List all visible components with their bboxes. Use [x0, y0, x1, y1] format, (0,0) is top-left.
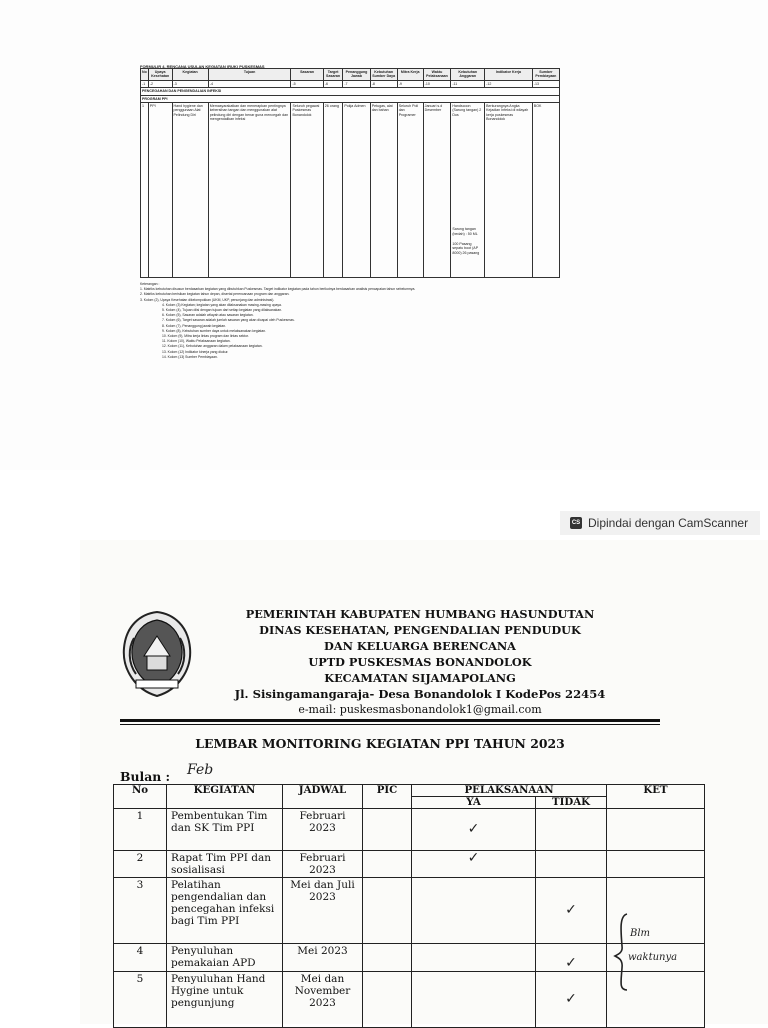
- cell-tidak: [536, 944, 607, 972]
- ruk-table: [140, 68, 560, 278]
- ruk-col-number: -12: [485, 80, 533, 87]
- ruk-header: Penanggung Jawab: [343, 69, 370, 81]
- ruk-col-number: -13: [532, 80, 559, 87]
- cell-kegiatan: Penyuluhan Hand Hygine untuk pengunjung: [167, 972, 283, 1028]
- cell-tidak: [536, 972, 607, 1028]
- cell-kegiatan: Rapat Tim PPI dan sosialisasi: [167, 851, 283, 878]
- ruk-note: 9. Kolom (8), Kebutuhan sumber daya untuk melaksanakan kegiatan.: [162, 328, 267, 333]
- ruk-note: 6. Kolom (5), Sasaran adalah wilayah atau sasaran kegiatan.: [162, 313, 254, 318]
- checkmark-icon: ✓: [565, 991, 577, 1007]
- ruk-header: Kebutuhan Sumber Daya: [370, 69, 397, 81]
- letterhead-email: e-mail: puskesmasbonandolok1@gmail.com: [298, 703, 542, 716]
- ruk-cell: 1: [141, 103, 149, 278]
- cell-pic: [363, 972, 412, 1028]
- letterhead-rule-thick: [120, 719, 660, 722]
- cell-ket: [607, 809, 705, 851]
- ruk-note: 14. Kolom (13) Sumber Pembiayaan.: [162, 354, 218, 359]
- letterhead-line: PEMERINTAH KABUPATEN HUMBANG HASUNDUTAN: [245, 607, 595, 621]
- letterhead-line: DINAS KESEHATAN, PENGENDALIAN PENDUDUK: [259, 623, 581, 637]
- scan-page-1: [0, 0, 768, 470]
- ruk-header: Kegiatan: [172, 69, 208, 81]
- ruk-header: Sasaran: [291, 69, 323, 81]
- ruk-header: Waktu Pelaksanaan: [423, 69, 451, 81]
- ruk-col-number: -6: [323, 80, 343, 87]
- cell-ya: [412, 944, 536, 972]
- ruk-anggaran-2: Sarung tangan (bedah) : 50 ML: [452, 227, 478, 236]
- cell-pic: [363, 809, 412, 851]
- ruk-data-row: [141, 103, 560, 278]
- ruk-section-row: [141, 95, 560, 102]
- cell-no: 2: [114, 851, 167, 878]
- form-title: FORMULIR 4. RENCANA USULAN KEGIATAN (RUK) PUSKESMAS: [140, 64, 265, 69]
- cell-tidak: [536, 851, 607, 878]
- cell-kegiatan: Pembentukan Tim dan SK Tim PPI: [167, 809, 283, 851]
- ruk-note: 8. Kolom (7), Penanggung jawab kegiatan.: [162, 323, 227, 328]
- ruk-header: Target Sasaran: [323, 69, 343, 81]
- cell-no: 5: [114, 972, 167, 1028]
- checkmark-icon: ✓: [467, 850, 480, 866]
- header-kegiatan: KEGIATAN: [167, 785, 283, 809]
- ruk-note: 7. Kolom (6), Target sasaran adalah jumlah sasaran yang akan dicapai oleh Puskesmas.: [162, 318, 295, 323]
- cell-tidak: [536, 809, 607, 851]
- ruk-cell: Januari s.d Desember: [423, 103, 451, 278]
- ruk-col-number: -7: [343, 80, 370, 87]
- cell-ya: [412, 851, 536, 878]
- camscanner-text: Dipindai dengan CamScanner: [588, 516, 749, 530]
- ruk-cell: Seluruh Poli dan Programer: [397, 103, 423, 278]
- ruk-cell: Pokja Admen: [343, 103, 370, 278]
- cell-ket: [607, 851, 705, 878]
- ruk-col-number: -9: [397, 80, 423, 87]
- cell-no: 3: [114, 878, 167, 944]
- header-pic: PIC: [363, 785, 412, 809]
- ruk-note: 11. Kolom (10), Waktu Pelaksanaan kegiatan.: [162, 339, 231, 344]
- letterhead-address: Jl. Sisingamangaraja- Desa Bonandolok I KodePos 22454: [234, 687, 606, 701]
- month-value: Feb: [187, 762, 214, 778]
- ruk-header: No: [141, 69, 149, 81]
- checkmark-icon: ✓: [467, 821, 480, 837]
- cell-ya: [412, 809, 536, 851]
- ruk-header: Tujuan: [208, 69, 291, 81]
- ruk-col-number: -3: [172, 80, 208, 87]
- handwritten-note: waktunya: [628, 952, 678, 963]
- ruk-header: Sumber Pembiayaan: [532, 69, 559, 81]
- cell-ya: [412, 878, 536, 944]
- ruk-col-number: -5: [291, 80, 323, 87]
- ruk-notes: [140, 282, 700, 360]
- ruk-col-number: -11: [451, 80, 485, 87]
- table-row: [114, 809, 705, 851]
- camscanner-logo-icon: CS: [570, 517, 582, 529]
- ruk-cell: Petugas, alat dan bahan: [370, 103, 397, 278]
- letterhead: [200, 606, 640, 718]
- cell-jadwal: Mei dan Juli 2023: [283, 878, 363, 944]
- cell-jadwal: Mei dan November 2023: [283, 972, 363, 1028]
- ruk-header-row: [141, 69, 560, 81]
- cell-kegiatan: Pelatihan pengendalian dan pencegahan infeksi bagi Tim PPI: [167, 878, 283, 944]
- ruk-note: 3. Kolom (2), Upaya Kesehatan dikelompokkan (UKM, UKP, penunjang dan administrasi).: [140, 297, 275, 302]
- document-title: LEMBAR MONITORING KEGIATAN PPI TAHUN 2023: [195, 736, 565, 751]
- ruk-notes-title: Keterangan :: [140, 282, 160, 286]
- cell-kegiatan: Penyuluhan pemakaian APD: [167, 944, 283, 972]
- cell-pic: [363, 851, 412, 878]
- scan-page-2: [80, 540, 768, 1024]
- ruk-cell: BOK: [532, 103, 559, 278]
- letterhead-line: KECAMATAN SIJAMAPOLANG: [324, 671, 516, 685]
- ruk-section-title: PROGRAM PPI: [141, 95, 560, 102]
- ruk-section-title: PENCEGAHAN DAN PENGENDALIAN INFEKSI: [141, 88, 560, 95]
- header-ket: KET: [607, 785, 705, 809]
- ruk-note: 10. Kolom (9), Mitra kerja lintas program dan lintas sektor.: [162, 334, 249, 339]
- cell-pic: [363, 944, 412, 972]
- ruk-cell: 26 orang: [323, 103, 343, 278]
- ruk-note: 12. Kolom (11), Kebutuhan anggaran dalam pelaksanaan kegiatan.: [162, 344, 263, 349]
- cell-no: 4: [114, 944, 167, 972]
- ruk-cell: Hand hygiene dan penggunaan Alat Pelindung Diri: [172, 103, 208, 278]
- ruk-col-number: -2: [148, 80, 172, 87]
- checkmark-icon: ✓: [565, 955, 577, 971]
- ruk-col-number: -10: [423, 80, 451, 87]
- ruk-note: 4. Kolom (3) Kegiatan; kegiatan yang akan dilaksanakan masing-masing upaya.: [162, 302, 282, 307]
- ruk-number-row: [141, 80, 560, 87]
- handwritten-note: Blm: [630, 928, 651, 939]
- letterhead-rule-thin: [120, 724, 660, 725]
- month-label: Bulan :: [120, 769, 171, 784]
- header-tidak: TIDAK: [536, 797, 607, 809]
- cell-jadwal: Februari 2023: [283, 809, 363, 851]
- table-header-row: [114, 785, 705, 797]
- table-row: [114, 851, 705, 878]
- ruk-cell: PPI: [148, 103, 172, 278]
- ruk-note: 5. Kolom (4), Tujuan diisi dengan tujuan dari setiap kegiatan yang dilaksanakan.: [162, 308, 283, 313]
- cell-pic: [363, 878, 412, 944]
- header-ya: YA: [412, 797, 536, 809]
- header-no: No: [114, 785, 167, 809]
- ruk-cell-anggaran: [451, 103, 485, 278]
- ruk-col-number: -8: [370, 80, 397, 87]
- cell-jadwal: Februari 2023: [283, 851, 363, 878]
- ruk-cell: Memasyarakatkan dan menerapkan pentingnya kebersihan tangan dan menggunakan alat pelindung diri dengan benar guna mencegah dan mengendalikan infeksi: [208, 103, 291, 278]
- cell-tidak: [536, 878, 607, 944]
- ruk-header: Kebutuhan Anggaran: [451, 69, 485, 81]
- ruk-col-number: -4: [208, 80, 291, 87]
- checkmark-icon: ✓: [565, 902, 577, 918]
- ruk-anggaran-1: Handscoon (Sarung tangan) 2 Dus: [452, 104, 482, 117]
- ruk-header: Indikator Kerja: [485, 69, 533, 81]
- regency-emblem-icon: [116, 608, 198, 700]
- letterhead-line: DAN KELUARGA BERENCANA: [324, 639, 516, 653]
- ruk-col-number: -1: [141, 80, 149, 87]
- header-jadwal: JADWAL: [283, 785, 363, 809]
- ruk-header: Upaya Kesehatan: [148, 69, 172, 81]
- letterhead-line: UPTD PUSKESMAS BONANDOLOK: [308, 655, 532, 669]
- camscanner-badge: [560, 511, 760, 535]
- cell-ya: [412, 972, 536, 1028]
- ruk-cell: Berkurangnya Angka Kejadian Infeksi di wilayah kerja puskesmas Bonandolok: [485, 103, 533, 278]
- cell-no: 1: [114, 809, 167, 851]
- ruk-cell: Seluruh pegawai Puskesmas Bonandolok: [291, 103, 323, 278]
- ruk-note: 1. Matriks kebutuhan disusun berdasarkan kegiatan yang dibutuhkan Puskesmas. Target indikator kegiatan pada tahun berikutnya berdasarkan analisis pencapaian tahun sebelumnya.: [140, 287, 416, 292]
- ruk-note: 13. Kolom (12) Indikator kinerja yang diukur.: [162, 349, 229, 354]
- header-pelaksanaan: PELAKSANAAN: [412, 785, 607, 797]
- ruk-note: 2. Matriks kebutuhan berisikan kegiatan tahun depan, disertai perencanaan program dan anggaran.: [140, 292, 290, 297]
- cell-jadwal: Mei 2023: [283, 944, 363, 972]
- ruk-header: Mitra Kerja: [397, 69, 423, 81]
- ruk-anggaran-3: 100 Pasang sepatu boot (AP 8000) 26 pasang: [452, 242, 480, 255]
- ruk-section-row: [141, 88, 560, 95]
